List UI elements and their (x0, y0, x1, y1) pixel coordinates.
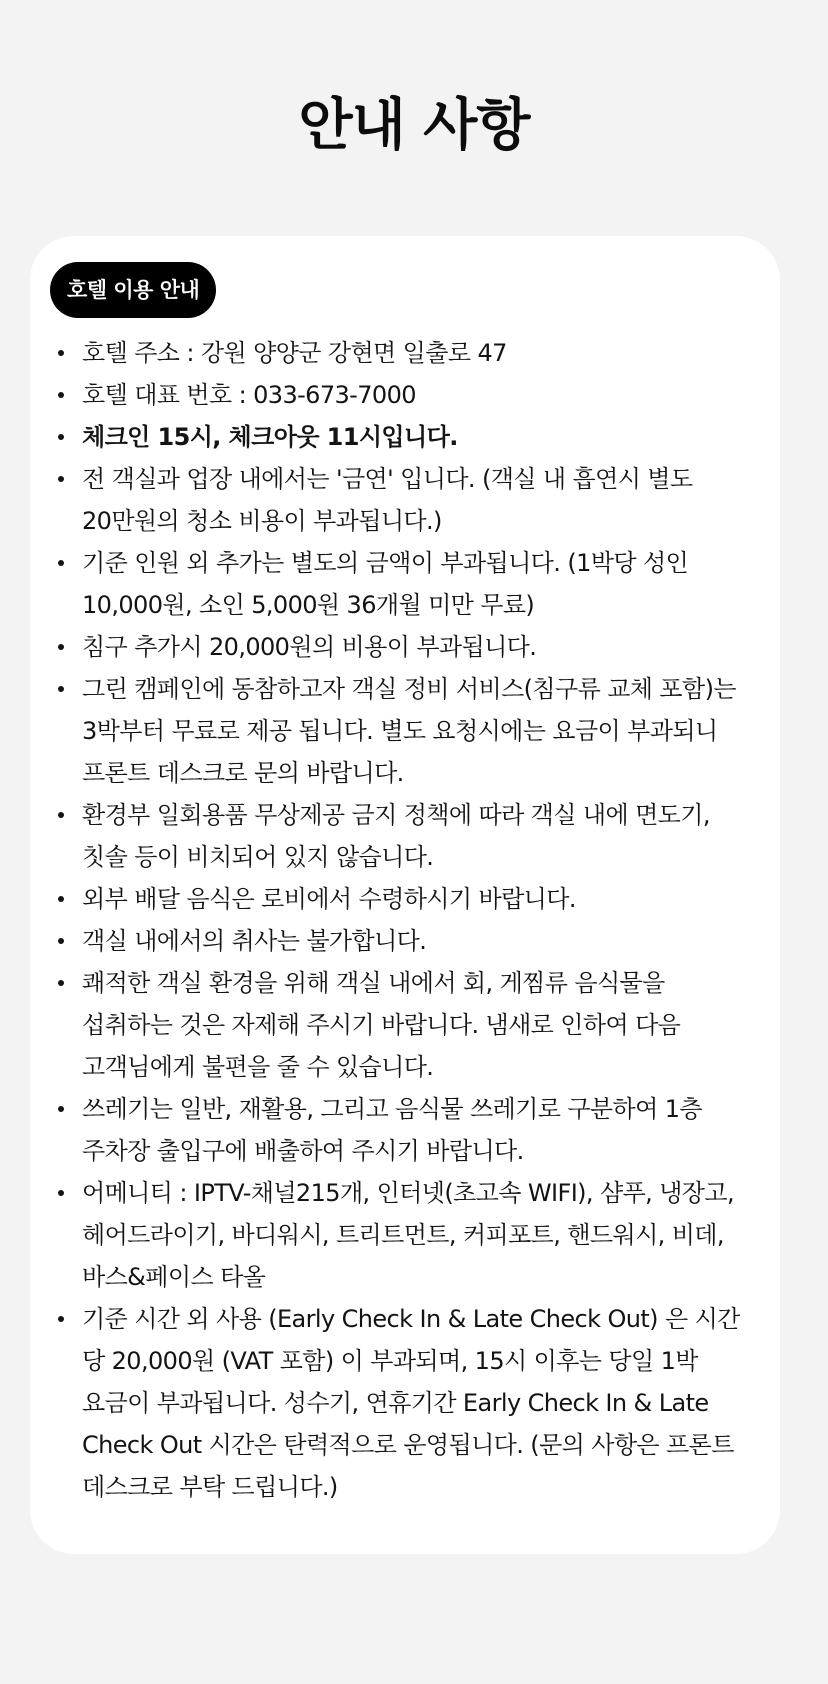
notice-item-extra-guest: 기준 인원 외 추가는 별도의 금액이 부과됩니다. (1박당 성인 10,000원, 소인 5,000원 36개월 미만 무료) (50, 542, 760, 626)
notice-item-address: 호텔 주소 : 강원 양양군 강현면 일출로 47 (50, 332, 760, 374)
notice-item-delivery: 외부 배달 음식은 로비에서 수령하시기 바랍니다. (50, 878, 760, 920)
page-title: 안내 사항 (298, 93, 530, 158)
notice-item-food-odor: 쾌적한 객실 환경을 위해 객실 내에서 회, 게찜류 음식물을 섭취하는 것은 자제해 주시기 바랍니다. 냄새로 인하여 다음 고객님에게 불편을 줄 수 있습니다. (50, 962, 760, 1088)
hotel-info-card (30, 236, 780, 1554)
notice-item-phone: 호텔 대표 번호 : 033-673-7000 (50, 374, 760, 416)
notice-item-green-campaign: 그린 캠페인에 동참하고자 객실 정비 서비스(침구류 교체 포함)는 3박부터 무료로 제공 됩니다. 별도 요청시에는 요금이 부과되니 프론트 데스크로 문의 바랍니다. (50, 668, 760, 794)
notice-list (50, 332, 760, 1508)
notice-item-early-late: 기준 시간 외 사용 (Early Check In & Late Check Out) 은 시간 당 20,000원 (VAT 포함) 이 부과되며, 15시 이후는 당일 1박 요금이 부과됩니다. 성수기, 연휴기간 Early Check In & Late Check Out 시간은 탄력적으로 운영됩니다. (문의 사항은 프론트 데스크로 부탁 드립니다.) (50, 1298, 760, 1508)
notice-item-checkin-checkout: 체크인 15시, 체크아웃 11시입니다. (50, 416, 760, 458)
notice-item-trash: 쓰레기는 일반, 재활용, 그리고 음식물 쓰레기로 구분하여 1층 주차장 출입구에 배출하여 주시기 바랍니다. (50, 1088, 760, 1172)
notice-item-extra-bedding: 침구 추가시 20,000원의 비용이 부과됩니다. (50, 626, 760, 668)
notice-item-no-cooking: 객실 내에서의 취사는 불가합니다. (50, 920, 760, 962)
notice-item-amenities: 어메니티 : IPTV-채널215개, 인터넷(초고속 WIFI), 샴푸, 냉장고, 헤어드라이기, 바디워시, 트리트먼트, 커피포트, 핸드워시, 비데, 바스&페이스 타올 (50, 1172, 760, 1298)
section-badge: 호텔 이용 안내 (50, 262, 216, 318)
notice-item-no-smoking: 전 객실과 업장 내에서는 '금연' 입니다. (객실 내 흡연시 별도 20만원의 청소 비용이 부과됩니다.) (50, 458, 760, 542)
notice-item-disposables: 환경부 일회용품 무상제공 금지 정책에 따라 객실 내에 면도기, 칫솔 등이 비치되어 있지 않습니다. (50, 794, 760, 878)
